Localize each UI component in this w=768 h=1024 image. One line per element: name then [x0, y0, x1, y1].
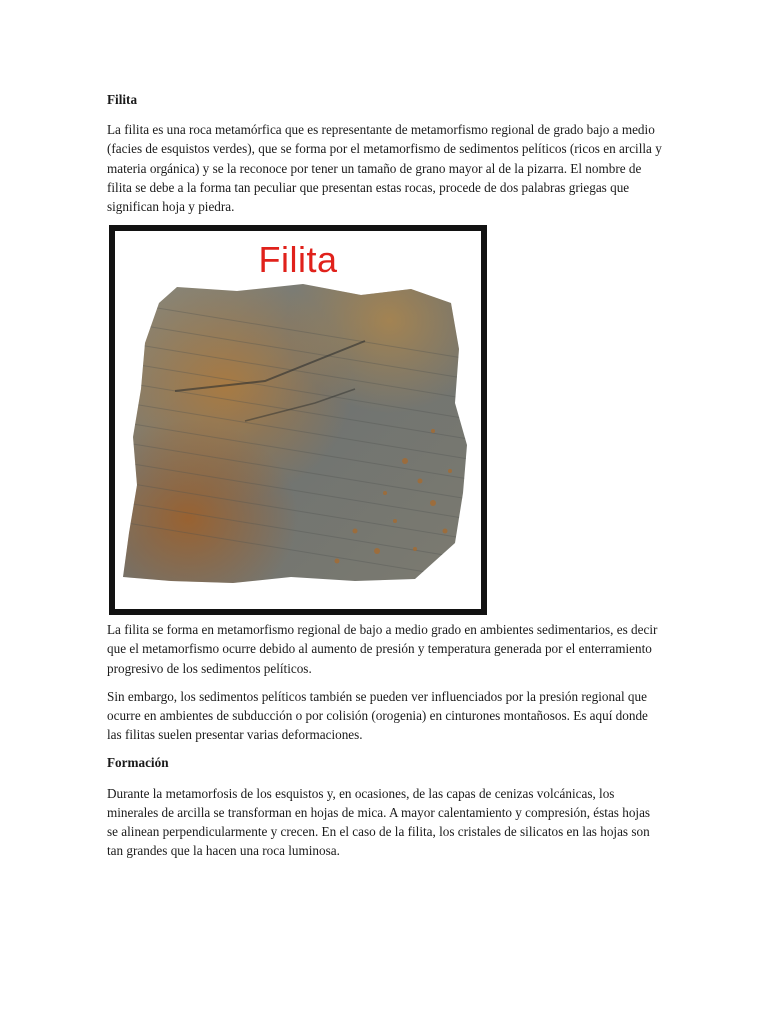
section-heading-formacion: Formación — [107, 755, 169, 771]
formation-paragraph: La filita se forma en metamorfismo regional de bajo a medio grado en ambientes sedimentarios, es decir que el metamorfismo ocurre debido al aumento de presión y temperatura generada por el enterramiento progresivo de los sedimentos pelíticos. — [107, 622, 658, 676]
phyllite-figure — [109, 225, 487, 615]
deformation-paragraph: Sin embargo, los sedimentos pelíticos también se pueden ver influenciados por la presión regional que ocurre en ambientes de subducción o por colisión (orogenia) en cinturones montañosos. Es aquí donde las filitas suelen presentar varias deformaciones. — [107, 688, 648, 743]
intro-paragraph: La filita es una roca metamórfica que es representante de metamorfismo regional de grado bajo a medio (facies de esquistos verdes), que se forma por el metamorfismo de sedimentos pelíticos (ricos en arcilla y materia orgánica) y se la reconoce por tener un tamaño de grano mayor al de la pizarra. El nombre de filita se debe a la forma tan peculiar que presentan estas rocas, procede de dos palabras griegas que significan hoja y piedra. — [107, 122, 662, 215]
metamorphosis-paragraph: Durante la metamorfosis de los esquistos y, en ocasiones, de las capas de cenizas volcánicas, los minerales de arcilla se transforman en hojas de mica. A mayor calentamiento y compresión, éstas hojas se alinean perpendicularmente y crecen. En el caso de la filita, los cristales de silicatos en las hojas son tan grandes que la hacen una roca luminosa. — [107, 785, 651, 859]
figure-panel — [115, 231, 481, 609]
phyllite-rock-image — [115, 231, 481, 609]
figure-title: Filita — [258, 239, 338, 281]
document-page — [107, 90, 663, 869]
document-title: Filita — [107, 92, 138, 107]
